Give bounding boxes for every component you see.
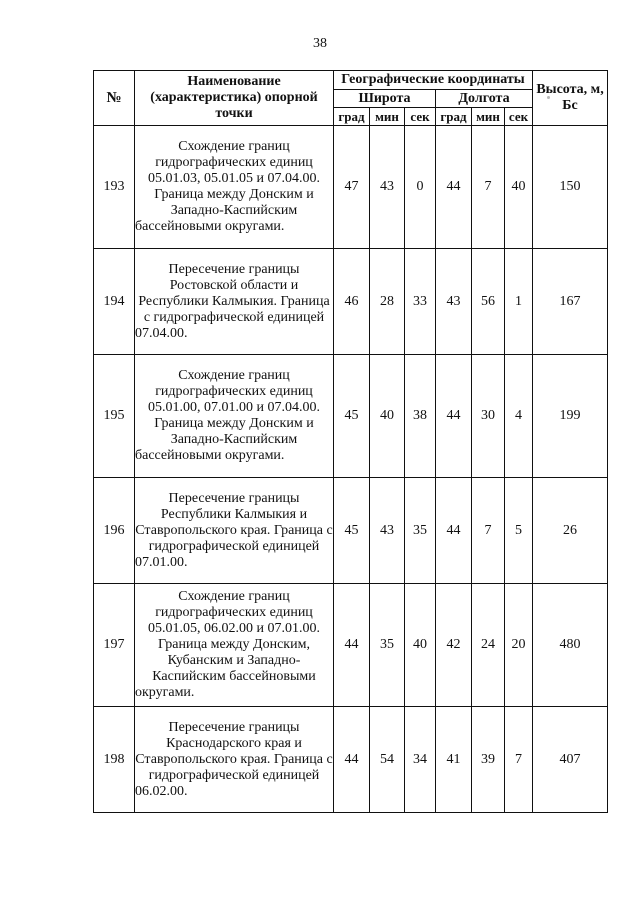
height-value: 407 bbox=[533, 707, 608, 813]
table-row bbox=[94, 249, 608, 355]
lat-min: 35 bbox=[370, 584, 405, 707]
table-row bbox=[94, 707, 608, 813]
lat-sec: 34 bbox=[405, 707, 436, 813]
lat-min: 43 bbox=[370, 478, 405, 584]
lat-deg: 44 bbox=[334, 584, 370, 707]
header-height: Высота, м, Бс bbox=[533, 71, 608, 126]
header-lat-min: мин bbox=[370, 108, 405, 126]
lat-sec: 38 bbox=[405, 355, 436, 478]
row-number: 198 bbox=[94, 707, 135, 813]
row-number: 197 bbox=[94, 584, 135, 707]
page-number: 38 bbox=[313, 36, 327, 51]
row-number: 194 bbox=[94, 249, 135, 355]
lon-deg: 44 bbox=[436, 355, 472, 478]
lat-sec: 33 bbox=[405, 249, 436, 355]
header-longitude: Долгота bbox=[436, 90, 533, 108]
lon-deg: 44 bbox=[436, 126, 472, 249]
row-description: Схождение границ гидрографических единиц 05.01.00, 07.01.00 и 07.04.00. Граница между Донским и Западно-Каспийским бассейновыми округами. bbox=[135, 355, 334, 478]
coordinates-table bbox=[93, 70, 608, 813]
row-description: Пересечение границы Ростовской области и Республики Калмыкия. Граница с гидрографической единицей 07.04.00. bbox=[135, 249, 334, 355]
row-number: 196 bbox=[94, 478, 135, 584]
lat-deg: 44 bbox=[334, 707, 370, 813]
table-row bbox=[94, 126, 608, 249]
row-description: Пересечение границы Республики Калмыкия и Ставропольского края. Граница с гидрографической единицей 07.01.00. bbox=[135, 478, 334, 584]
lon-deg: 42 bbox=[436, 584, 472, 707]
lat-min: 54 bbox=[370, 707, 405, 813]
height-value: 150 bbox=[533, 126, 608, 249]
lon-deg: 44 bbox=[436, 478, 472, 584]
row-description: Схождение границ гидрографических единиц 05.01.05, 06.02.00 и 07.01.00. Граница между Донским, Кубанским и Западно-Каспийским бассейновыми округами. bbox=[135, 584, 334, 707]
header-geo-coordinates: Географические координаты bbox=[334, 71, 533, 90]
lon-sec: 4 bbox=[505, 355, 533, 478]
lon-sec: 7 bbox=[505, 707, 533, 813]
height-value: 199 bbox=[533, 355, 608, 478]
lat-min: 40 bbox=[370, 355, 405, 478]
lon-deg: 41 bbox=[436, 707, 472, 813]
lon-sec: 1 bbox=[505, 249, 533, 355]
lat-deg: 47 bbox=[334, 126, 370, 249]
lat-sec: 35 bbox=[405, 478, 436, 584]
row-description: Схождение границ гидрографических единиц 05.01.03, 05.01.05 и 07.04.00. Граница между Донским и Западно-Каспийским бассейновыми округами. bbox=[135, 126, 334, 249]
lon-min: 7 bbox=[472, 478, 505, 584]
table-row bbox=[94, 478, 608, 584]
lat-min: 28 bbox=[370, 249, 405, 355]
lon-sec: 5 bbox=[505, 478, 533, 584]
lon-min: 30 bbox=[472, 355, 505, 478]
lat-deg: 45 bbox=[334, 478, 370, 584]
lat-deg: 45 bbox=[334, 355, 370, 478]
lon-min: 39 bbox=[472, 707, 505, 813]
header-lat-sec: сек bbox=[405, 108, 436, 126]
table-row bbox=[94, 584, 608, 707]
row-number: 195 bbox=[94, 355, 135, 478]
header-lon-sec: сек bbox=[505, 108, 533, 126]
header-name: Наименование (характеристика) опорной точки bbox=[135, 71, 334, 126]
lon-min: 7 bbox=[472, 126, 505, 249]
header-no: № bbox=[94, 71, 135, 126]
lon-min: 56 bbox=[472, 249, 505, 355]
lon-min: 24 bbox=[472, 584, 505, 707]
header-lon-deg: град bbox=[436, 108, 472, 126]
height-value: 480 bbox=[533, 584, 608, 707]
height-value: 167 bbox=[533, 249, 608, 355]
header-latitude: Широта bbox=[334, 90, 436, 108]
lon-sec: 40 bbox=[505, 126, 533, 249]
lon-sec: 20 bbox=[505, 584, 533, 707]
lat-sec: 40 bbox=[405, 584, 436, 707]
row-description: Пересечение границы Краснодарского края и Ставропольского края. Граница с гидрографической единицей 06.02.00. bbox=[135, 707, 334, 813]
table-row bbox=[94, 355, 608, 478]
lat-deg: 46 bbox=[334, 249, 370, 355]
row-number: 193 bbox=[94, 126, 135, 249]
lat-sec: 0 bbox=[405, 126, 436, 249]
height-value: 26 bbox=[533, 478, 608, 584]
lon-deg: 43 bbox=[436, 249, 472, 355]
header-lat-deg: град bbox=[334, 108, 370, 126]
header-lon-min: мин bbox=[472, 108, 505, 126]
lat-min: 43 bbox=[370, 126, 405, 249]
